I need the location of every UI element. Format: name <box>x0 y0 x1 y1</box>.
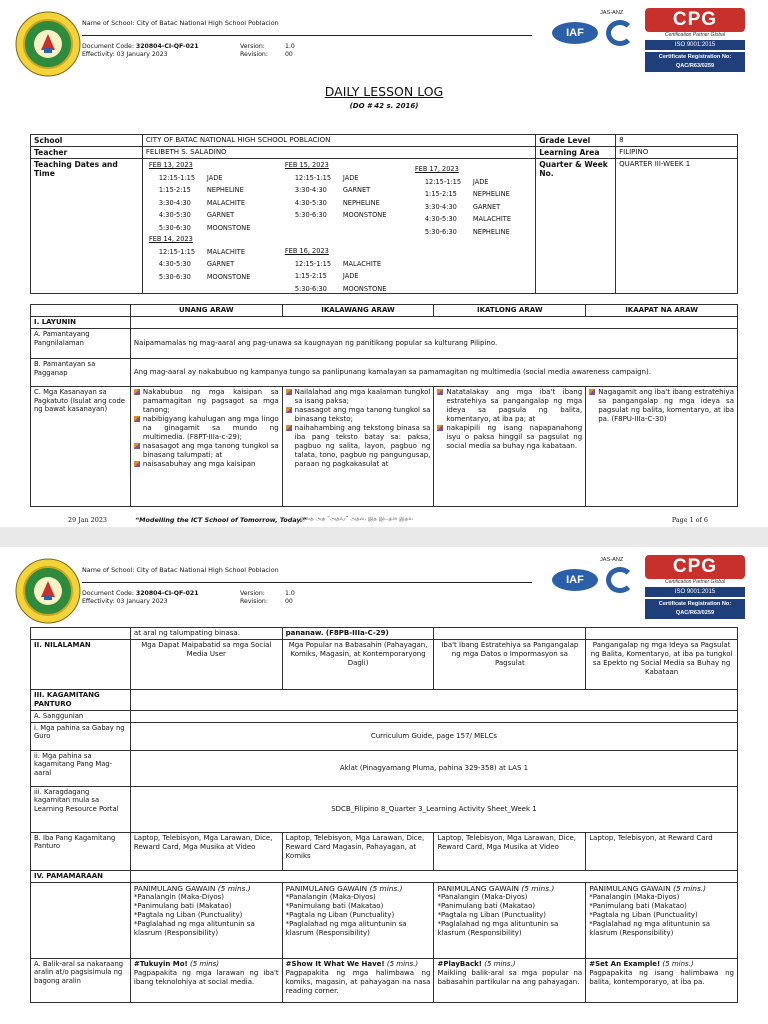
schedule-section: GARNET <box>342 186 371 194</box>
lr-portal-label: iii. Karagdagang kagamitan mula sa Learning Resource Portal <box>31 786 131 832</box>
schedule-section: JADE <box>206 173 223 182</box>
empty-cell <box>31 882 131 958</box>
empty-cell <box>130 711 737 723</box>
table-row <box>31 135 738 147</box>
header-divider <box>82 35 532 36</box>
carryover-day-2 <box>282 628 434 640</box>
panimula-day-3 <box>434 882 586 958</box>
iaf-logo: IAF <box>552 569 598 591</box>
gabay-value: Curriculum Guide, page 157/ MELCs <box>130 722 737 750</box>
cpg-logo: CPG <box>645 555 745 579</box>
certificate-registration <box>645 52 745 72</box>
carryover-day-1: at aral ng talumpating binasa. <box>130 628 282 640</box>
schedule-row <box>285 270 387 283</box>
revision-value: 00 <box>285 51 293 58</box>
schedule-section: MALACHITE <box>206 198 245 207</box>
schedule-row <box>285 184 387 197</box>
schedule-section: GARNET <box>472 202 501 211</box>
pagganap-label: B. Pamantayan sa Pagganap <box>31 359 131 387</box>
activity-time: (5 mins.) <box>386 959 419 968</box>
effectivity-label: Effectivity: 03 January 2023 <box>82 598 168 605</box>
version-label: Version: <box>240 590 265 597</box>
page-header <box>0 0 768 80</box>
list-item: *Panimulang bati (Makatao) <box>285 901 384 910</box>
day-header-4: IKAAPAT NA ARAW <box>586 305 738 317</box>
area-label: Learning Area <box>536 147 616 159</box>
schedule-date: FEB 15, 2023 <box>284 161 329 169</box>
table-row <box>31 305 738 317</box>
empty-cell <box>434 628 586 640</box>
schedule-time: 1:15-2:15 <box>158 186 191 194</box>
table-row <box>31 640 738 690</box>
list-item: *Panimulang bati (Makatao) <box>437 901 536 910</box>
schedule-time: 3:30-4:30 <box>424 202 457 211</box>
reg-line-2: QAC/R63/0259 <box>675 63 715 69</box>
table-row <box>31 359 738 387</box>
list-item: Nakabubuo ng mga kaisipan sa pamamagitan ng pagsagot sa mga tanong; <box>134 388 279 415</box>
table-row <box>31 711 738 723</box>
iba-pang-day-3: Laptop, Telebisyon, Mga Larawan, Dice, Reward Card, Mga Musika at Video <box>434 832 586 870</box>
schedule-row <box>149 271 251 284</box>
nilalaman-day-2: Mga Popular na Babasahin (Pahayagan, Komiks, Magasin, at Kontemporaryong Dagli) <box>282 640 434 690</box>
cpg-logo: CPG <box>645 8 745 32</box>
schedule-time: 5:30-6:30 <box>424 227 457 236</box>
empty-cell <box>130 317 737 329</box>
doc-code-value: 320804-CI-QF-021 <box>135 590 199 597</box>
school-name-label: Name of School: City of Batac National High School Poblacion <box>82 19 279 27</box>
doc-code-value: 320804-CI-QF-021 <box>135 43 199 50</box>
revision-label: Revision: <box>240 598 268 605</box>
activity-heading <box>589 960 734 969</box>
schedule-row <box>415 176 511 189</box>
kagamitan-pang-value: Aklat (Pinagyamang Pluma, pahina 329-358) at LAS 1 <box>130 750 737 786</box>
activity-title: #PlayBack! <box>437 959 482 968</box>
sanggunian-label: A. Sanggunian <box>31 711 131 723</box>
schedule-row <box>285 172 387 185</box>
empty-cell <box>31 628 131 640</box>
panimula-time: (5 mins.) <box>217 883 251 893</box>
schedule-section: MALACHITE <box>472 215 511 223</box>
document-page-2 <box>0 547 768 1024</box>
schedule-section: GARNET <box>206 211 235 219</box>
schedule-feb16 <box>285 245 387 295</box>
carryover-day-2-text: pananaw. (F8PB-IIIa-C-29) <box>285 629 389 637</box>
schedule-time: 3:30-4:30 <box>158 198 191 207</box>
schedule-row <box>285 197 387 210</box>
school-value: CITY OF BATAC NATIONAL HIGH SCHOOL POBLACION <box>142 135 535 147</box>
table-row <box>31 870 738 882</box>
list-item: naisasabuhay ang mga kaisipan <box>134 460 279 469</box>
activity-heading <box>286 960 431 969</box>
schedule-row <box>149 209 251 222</box>
table-row <box>31 750 738 786</box>
activity-description: Pagpapakita ng mga larawan ng iba't ibang teknolohiya at social media. <box>133 968 279 986</box>
schedule-row <box>285 283 387 296</box>
empty-cell <box>31 305 131 317</box>
schedule-section: MOONSTONE <box>206 272 251 281</box>
schedule-section: MOONSTONE <box>342 211 387 219</box>
iaf-logo: IAF <box>552 22 598 44</box>
schedule-time: 3:30-4:30 <box>294 186 327 194</box>
list-item: *Pagtala ng Liban (Punctuality) <box>589 910 698 919</box>
dates-label: Teaching Dates and Time <box>31 159 143 294</box>
balik-aral-label: A. Balik-aral sa nakaraang aralin at/o pagsisimula ng bagong aralin <box>31 958 131 1002</box>
panimula-day-2 <box>282 882 434 958</box>
activity-time: (5 mins) <box>189 959 219 968</box>
jas-anz-label: JAS-ANZ <box>600 10 624 16</box>
layunin-title: I. LAYUNIN <box>31 317 131 329</box>
list-item: nasasagot ang mga tanong tungkol sa binasang talumpati; at <box>134 442 279 460</box>
table-row <box>31 387 738 507</box>
list-item: *Panimulang bati (Makatao) <box>589 901 687 910</box>
list-item: *Pagtala ng Liban (Punctuality) <box>437 910 546 919</box>
panimula-day-4 <box>586 882 738 958</box>
panimula-heading <box>589 884 734 893</box>
page-subtitle: (DO # 42 s. 2016) <box>349 102 419 110</box>
table-row <box>31 317 738 329</box>
schedule-time: 4:30-5:30 <box>294 198 327 207</box>
schedule-row <box>415 213 511 226</box>
schedule-date: FEB 14, 2023 <box>148 235 193 243</box>
day-header-1: UNANG ARAW <box>130 305 282 317</box>
nilalaman-label: II. NILALAMAN <box>31 640 131 690</box>
activity-description: Maikling balik-aral sa mga popular na babasahin partikular na ang pahayagan. <box>437 968 583 986</box>
doc-code-row <box>82 43 199 50</box>
header-divider <box>82 582 532 583</box>
schedule-section: MALACHITE <box>342 259 381 268</box>
effectivity-label: Effectivity: 03 January 2023 <box>82 51 168 58</box>
kagamitan-label: III. KAGAMITANG PANTURO <box>31 690 131 711</box>
empty-cell <box>130 690 737 711</box>
page-header <box>0 547 768 627</box>
doc-code-label: Document Code: <box>82 43 134 50</box>
activity-description: Pagpapakita ng mga halimbawa ng komiks, magasin, at pahayagan na nasa reading corner. <box>285 968 431 995</box>
panimula-heading <box>437 884 582 893</box>
schedule-time: 4:30-5:30 <box>158 211 191 219</box>
school-seal-icon <box>14 557 82 625</box>
schedule-cell <box>142 159 535 294</box>
jas-anz-label: JAS-ANZ <box>600 557 624 563</box>
schedule-time: 5:30-6:30 <box>158 223 191 232</box>
schedule-feb17 <box>415 163 511 238</box>
quarter-value: QUARTER III-WEEK 1 <box>616 159 738 294</box>
panimula-title: PANIMULANG GAWAIN <box>285 883 368 893</box>
nilalaman-day-1: Mga Dapat Maipabatid sa mga Social Media User <box>130 640 282 690</box>
schedule-row <box>149 172 251 185</box>
schedule-section: JADE <box>472 177 489 186</box>
activity-title: #Show It What We Have! <box>285 959 385 968</box>
kasanayan-day-3 <box>434 387 586 507</box>
revision-value: 00 <box>285 598 293 605</box>
grade-label: Grade Level <box>536 135 616 147</box>
schedule-section: NEPHELINE <box>342 198 380 207</box>
cpg-subtitle: Certification Partner Global <box>664 32 726 38</box>
footer-motto-alt: இலத அத “அதவ” அதல, இத இடதள இதல <box>300 516 413 522</box>
schedule-section: MOONSTONE <box>342 284 387 293</box>
schedule-row <box>149 197 251 210</box>
balik-aral-day-1 <box>130 958 282 1002</box>
kasanayan-day-2 <box>282 387 434 507</box>
schedule-time: 12:15-1:15 <box>158 173 196 182</box>
table-row <box>31 832 738 870</box>
area-value: FILIPINO <box>616 147 738 159</box>
list-item: Natatalakay ang mga iba't ibang estratehiya sa pangangalap ng mga ideya sa pagsula ng balita, komentaryo, at iba pa; at <box>437 388 582 424</box>
certifier-g-icon <box>606 567 634 593</box>
version-value: 1.0 <box>285 590 295 597</box>
nilalaman-day-4: Pangangalap ng mga Ideya sa Pagsulat ng Balita, Komentaryo, at iba pa tungkol sa Epekto ng Social Media sa Buhay ng Kabataan <box>586 640 738 690</box>
panimula-title: PANIMULANG GAWAIN <box>133 883 216 893</box>
nilalaman-day-3: Iba't Ibang Estratehiya sa Pangangalap ng mga Datos o Impormasyon sa Pagsulat <box>434 640 586 690</box>
grade-value: 8 <box>616 135 738 147</box>
doc-code-label: Document Code: <box>82 590 134 597</box>
info-table <box>30 134 738 294</box>
activity-time: (5 mins.) <box>484 959 516 968</box>
teacher-value: FELIBETH S. SALADINO <box>142 147 535 159</box>
panimula-time: (5 mins.) <box>521 883 555 893</box>
panimula-time: (5 mins.) <box>369 883 403 893</box>
iba-pang-day-4: Laptop, Telebisyon, at Reward Card <box>586 832 738 870</box>
schedule-date: FEB 16, 2023 <box>284 247 329 255</box>
activity-heading <box>134 960 279 969</box>
activity-time: (5 mins.) <box>662 959 694 968</box>
revision-label: Revision: <box>240 51 268 58</box>
iba-pang-day-2: Laptop, Telebisyon, Mga Larawan, Dice, Reward Card Magasin, Pahayagan, at Komiks <box>282 832 434 870</box>
kasanayan-label: C. Mga Kasanayan sa Pagkatuto (Isulat ang code ng bawat kasanayan) <box>31 387 131 507</box>
reg-line-2: QAC/R63/0259 <box>675 610 715 616</box>
kasanayan-day-4 <box>586 387 738 507</box>
activity-title: #Tukuyin Mo! <box>133 959 188 968</box>
list-item: *Panalangin (Maka-Diyos) <box>437 892 528 901</box>
list-item: *Pagtala ng Liban (Punctuality) <box>285 910 395 919</box>
reg-line-1: Certificate Registration No: <box>658 601 732 607</box>
table-row <box>31 882 738 958</box>
iso-badge: ISO 9001:2015 <box>645 587 745 597</box>
schedule-row <box>149 246 251 259</box>
reg-line-1: Certificate Registration No: <box>658 54 732 60</box>
certificate-registration <box>645 599 745 619</box>
schedule-section: MOONSTONE <box>206 223 251 232</box>
quarter-label: Quarter & Week No. <box>536 159 616 294</box>
schedule-row <box>415 188 511 201</box>
list-item: nabibigyang kahulugan ang mga lingo na ginagamit sa mundo ng multimedia. (F8PT-IIIa-c-29); <box>134 415 279 442</box>
schedule-section: JADE <box>342 173 359 182</box>
schedule-date: FEB 13, 2023 <box>148 161 193 169</box>
table-row <box>31 159 738 294</box>
iba-pang-day-1: Laptop, Telebisyon, Mga Larawan, Dice, Reward Card, Mga Musika at Video <box>130 832 282 870</box>
balik-aral-day-3 <box>434 958 586 1002</box>
activity-title: #Set An Example! <box>589 959 661 968</box>
list-item: nakapipili ng isang napapanahong isyu o paksa hinggil sa pagsulat ng social media sa buhay nga kabataan. <box>437 424 582 451</box>
schedule-row <box>149 258 251 271</box>
list-item: Nagagamit ang iba't ibang estratehiya sa pangangalap ng mga ideya sa pagsulat ng balita, komentaryo, at iba pa. (F8PU-IIIa-C-30) <box>589 388 734 424</box>
pagganap-value: Ang mag-aaral ay nakabubuo ng kampanya tungo sa panlipunang kamalayan sa pamamagitan ng multimedia (social media awareness campaign). <box>130 359 737 387</box>
schedule-row <box>415 201 511 214</box>
table-row <box>31 958 738 1002</box>
version-label: Version: <box>240 43 265 50</box>
list-item: naihahambing ang tekstong binasa sa iba pang teksto batay sa: paksa, pagbuo ng salita, layon, pagbuo ng talata, tono, pagbuo ng pangungusap, paraan ng pagkakasulat at <box>286 424 431 469</box>
lr-portal-value: SDCB_Filipino 8_Quarter 3_Learning Activity Sheet_Week 1 <box>130 786 737 832</box>
schedule-time: 1:15-2:15 <box>294 272 327 280</box>
schedule-section: NEPHELINE <box>206 186 244 194</box>
schedule-section: GARNET <box>206 260 235 268</box>
schedule-section: MALACHITE <box>206 247 245 256</box>
objectives-table <box>30 304 738 507</box>
schedule-row <box>285 258 387 271</box>
list-item: nasasagot ang mga tanong tungkol sa binasang teksto; <box>286 406 431 424</box>
table-row <box>31 786 738 832</box>
list-item: *Paglalahad ng mga alituntunin sa klasrum (Responsibility) <box>133 919 255 937</box>
schedule-row <box>415 226 511 239</box>
school-seal-icon <box>14 10 82 78</box>
day-header-2: IKALAWANG ARAW <box>282 305 434 317</box>
schedule-time: 1:15-2:15 <box>424 190 457 198</box>
school-label: School <box>31 135 143 147</box>
table-row <box>31 628 738 640</box>
schedule-row <box>149 184 251 197</box>
doc-code-row <box>82 590 199 597</box>
iso-badge: ISO 9001:2015 <box>645 40 745 50</box>
schedule-section: JADE <box>342 272 359 280</box>
list-item: *Paglalahad ng mga alituntunin sa klasrum (Responsibility) <box>285 919 407 937</box>
balik-aral-day-2 <box>282 958 434 1002</box>
schedule-feb15 <box>285 159 387 222</box>
list-item: *Panimulang bati (Makatao) <box>133 901 232 910</box>
schedule-time: 4:30-5:30 <box>424 215 457 223</box>
school-name-label: Name of School: City of Batac National High School Poblacion <box>82 566 279 574</box>
schedule-feb13 <box>149 159 251 234</box>
panimula-heading <box>286 884 431 893</box>
pamantayang-value: Naipamamalas ng mag-aaral ang pag-unawa sa kaugnayan ng panitikang popular sa kulturang Pilipino. <box>130 329 737 359</box>
day-header-3: IKATLONG ARAW <box>434 305 586 317</box>
page-title: DAILY LESSON LOG <box>324 84 444 99</box>
pamantayang-label: A. Pamantayang Pangnilalaman <box>31 329 131 359</box>
empty-cell <box>586 628 738 640</box>
schedule-section: NEPHELINE <box>472 190 510 198</box>
page-gap <box>0 527 768 547</box>
panimula-title: PANIMULANG GAWAIN <box>589 883 671 893</box>
list-item: Nailalahad ang mga kaalaman tungkol sa isang paksa; <box>286 388 431 406</box>
page-footer <box>0 516 768 527</box>
teacher-label: Teacher <box>31 147 143 159</box>
gabay-label: i. Mga pahina sa Gabay ng Guro <box>31 722 131 750</box>
list-item: *Panalangin (Maka-Diyos) <box>285 892 376 901</box>
schedule-row <box>285 209 387 222</box>
panimula-time: (5 mins.) <box>673 883 707 893</box>
activity-description: Pagpapakita ng isang halimbawa ng balita, kontemporaryo, at iba pa. <box>589 968 734 986</box>
list-item: *Panalangin (Maka-Diyos) <box>589 892 680 901</box>
activity-heading <box>437 960 582 969</box>
schedule-time: 5:30-6:30 <box>294 284 327 293</box>
panimula-title: PANIMULANG GAWAIN <box>437 883 519 893</box>
schedule-feb14 <box>149 233 251 283</box>
panimula-heading <box>134 884 279 893</box>
schedule-date: FEB 17, 2023 <box>414 165 459 173</box>
schedule-time: 12:15-1:15 <box>424 177 462 186</box>
list-item: *Panalangin (Maka-Diyos) <box>133 892 224 901</box>
kagamitan-pang-label: ii. Mga pahina sa kagamitang Pang Mag-aaral <box>31 750 131 786</box>
schedule-time: 5:30-6:30 <box>294 211 327 219</box>
footer-motto: “Modelling the ICT School of Tomorrow, Today.” <box>135 516 307 524</box>
footer-page-number: Page 1 of 6 <box>671 516 708 524</box>
panimula-day-1 <box>130 882 282 958</box>
table-row <box>31 722 738 750</box>
empty-cell <box>130 870 737 882</box>
schedule-section: NEPHELINE <box>472 227 510 236</box>
kasanayan-day-1 <box>130 387 282 507</box>
certifier-g-icon <box>606 20 634 46</box>
schedule <box>143 159 535 293</box>
schedule-time: 4:30-5:30 <box>158 260 191 268</box>
pamamaraan-label: IV. PAMAMARAAN <box>31 870 131 882</box>
list-item: *Paglalahad ng mga alituntunin sa klasrum (Responsibility) <box>437 919 559 937</box>
list-item: *Paglalahad ng mga alituntunin sa klasrum (Responsibility) <box>589 919 711 937</box>
table-row <box>31 690 738 711</box>
lesson-table <box>30 627 738 1003</box>
list-item: *Pagtala ng Liban (Punctuality) <box>133 910 243 919</box>
schedule-time: 12:15-1:15 <box>294 173 332 182</box>
version-value: 1.0 <box>285 43 295 50</box>
schedule-time: 12:15-1:15 <box>294 259 332 268</box>
schedule-time: 12:15-1:15 <box>158 247 196 256</box>
cpg-subtitle: Certification Partner Global <box>664 579 726 585</box>
table-row <box>31 329 738 359</box>
iba-pang-label: B. Iba Pang Kagamitang Panturo <box>31 832 131 870</box>
table-row <box>31 147 738 159</box>
footer-date: 29 Jan 2023 <box>68 516 107 524</box>
schedule-time: 5:30-6:30 <box>158 272 191 281</box>
balik-aral-day-4 <box>586 958 738 1002</box>
